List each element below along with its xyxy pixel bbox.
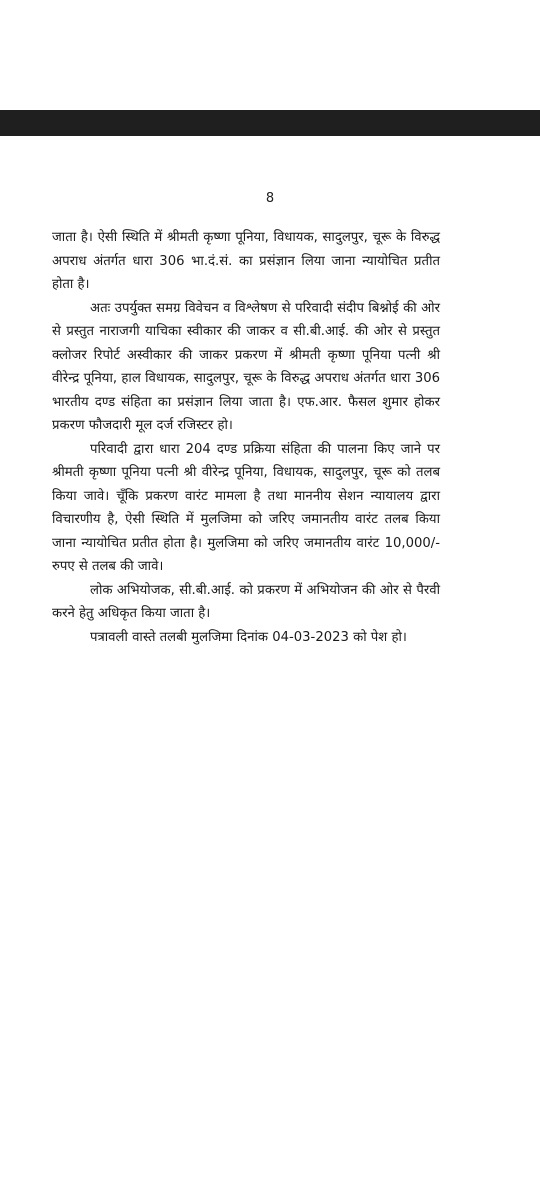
paragraph-summons-warrant: परिवादी द्वारा धारा 204 दण्ड प्रक्रिया संहिता की पालना किए जाने पर श्रीमती कृष्णा पूनिया पत्नी श्री वीरेन्द्र पूनिया, विधायक, सादुलपुर, चूरू को तलब किया जावे। चूँकि प्रकरण वारंट मामला है तथा माननीय सेशन न्यायालय द्वारा विचारणीय है, ऐसी स्थिति में मुलजिमा को जरिए जमानतीय वारंट तलब किया जाना न्यायोचित प्रतीत होता है। मुलजिमा को जरिए जमानतीय वारंट 10,000/- रुपए से तलब की जावे। [52, 441, 440, 574]
paragraph-cognizance-order: अतः उपर्युक्त समग्र विवेचन व विश्लेषण से परिवादी संदीप बिश्नोई की ओर से प्रस्तुत नाराजगी याचिका स्वीकार की जाकर व सी.बी.आई. की ओर से प्रस्तुत क्लोजर रिपोर्ट अस्वीकार की जाकर प्रकरण में श्रीमती कृष्णा पूनिया पत्नी श्री वीरेन्द्र पूनिया, हाल विधायक, सादुलपुर, चूरू के विरुद्ध अपराध अंतर्गत धारा 306 भारतीय दण्ड संहिता का प्रसंज्ञान लिया जाता है। एफ.आर. फैसल शुमार होकर प्रकरण फौजदारी मूल दर्ज रजिस्टर हो। [52, 300, 440, 433]
paragraph-next-date: पत्रावली वास्ते तलबी मुलजिमा दिनांक 04-03-2023 को पेश हो। [90, 629, 407, 645]
document-body [52, 226, 440, 649]
viewer-top-bar [0, 110, 540, 136]
paragraph-continuation: जाता है। ऐसी स्थिति में श्रीमती कृष्णा पूनिया, विधायक, सादुलपुर, चूरू के विरुद्ध अपराध अंतर्गत धारा 306 भा.दं.सं. का प्रसंज्ञान लिया जाना न्यायोचित प्रतीत होता है। [52, 230, 440, 292]
paragraph-public-prosecutor: लोक अभियोजक, सी.बी.आई. को प्रकरण में अभियोजन की ओर से पैरवी करने हेतु अधिकृत किया जाता है। [52, 582, 440, 621]
page-number: 8 [265, 191, 275, 206]
